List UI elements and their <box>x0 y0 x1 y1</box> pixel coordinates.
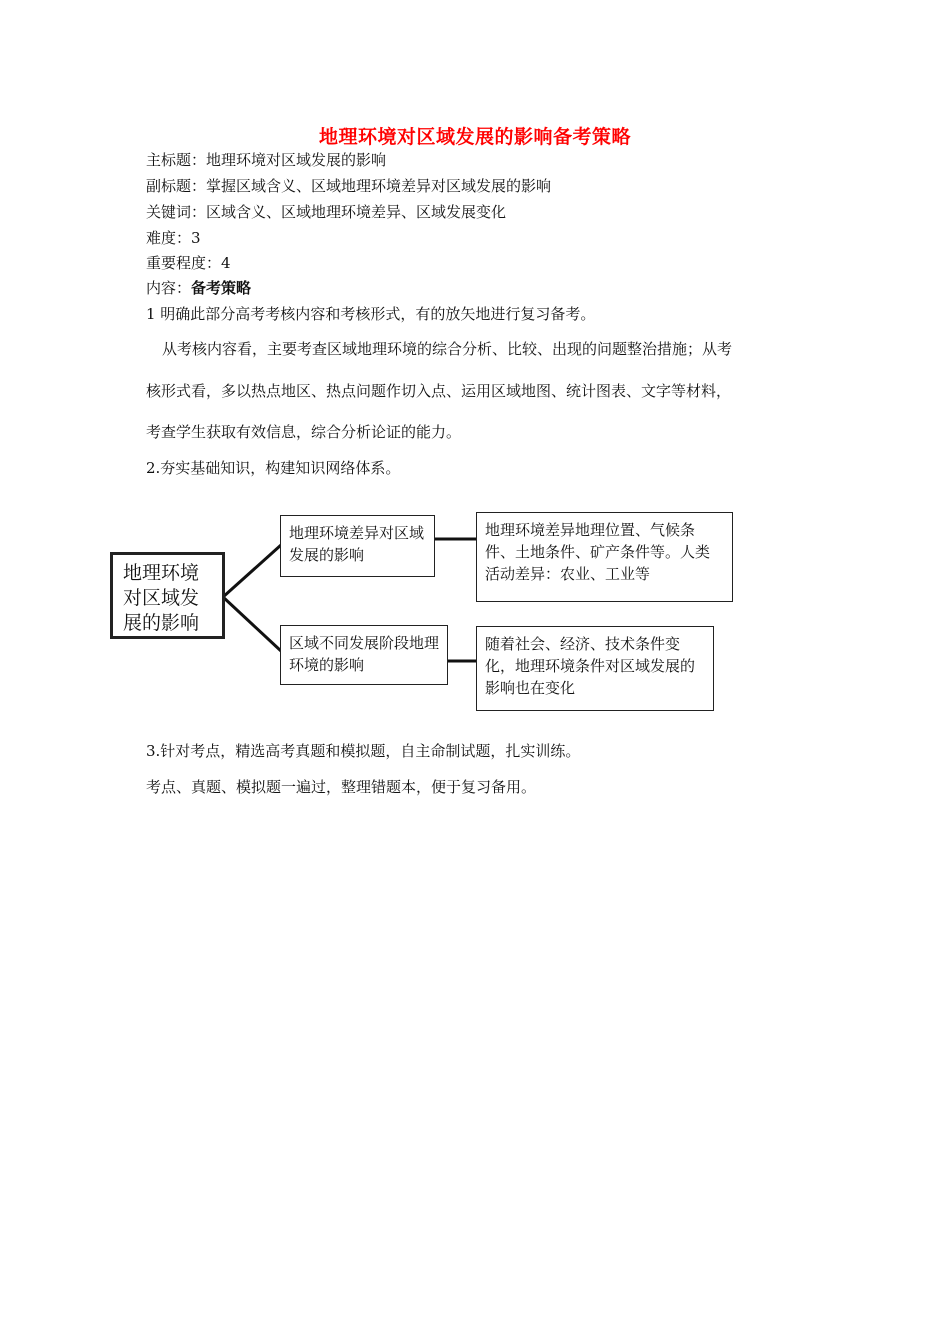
meta-content-label: 内容： <box>146 279 192 297</box>
connector-root-branch1 <box>223 545 281 597</box>
document-title: 地理环境对区域发展的影响备考策略 <box>318 126 631 148</box>
diagram-branch2-node: 区域不同发展阶段地理环境的影响 <box>280 625 448 685</box>
connector-root-branch2 <box>223 597 281 651</box>
diagram-branch1-node: 地理环境差异对区域发展的影响 <box>280 515 435 577</box>
section1-line1: 从考核内容看，主要考查区域地理环境的综合分析、比较、出现的问题整治措施；从考 <box>162 340 733 358</box>
section2-heading: 2.夯实基础知识，构建知识网络体系。 <box>146 459 401 477</box>
section1-line3: 考查学生获取有效信息，综合分析论证的能力。 <box>146 423 462 441</box>
section1-heading: 1 明确此部分高考考核内容和考核形式，有的放矢地进行复习备考。 <box>146 305 596 323</box>
meta-content-value: 备考策略 <box>191 279 252 297</box>
section3-line1: 考点、真题、模拟题一遍过，整理错题本，便于复习备用。 <box>146 778 537 796</box>
meta-subtitle: 副标题：掌握区域含义、区域地理环境差异对区域发展的影响 <box>146 177 552 195</box>
meta-importance: 重要程度：4 <box>146 254 231 272</box>
meta-difficulty: 难度：3 <box>146 229 201 247</box>
meta-keywords: 关键词：区域含义、区域地理环境差异、区域发展变化 <box>146 203 507 221</box>
diagram-root-node: 地理环境对区域发展的影响 <box>110 552 225 639</box>
diagram-branch1-detail: 地理环境差异地理位置、气候条件、土地条件、矿产条件等。人类活动差异：农业、工业等 <box>476 512 733 602</box>
section3-heading: 3.针对考点，精选高考真题和模拟题，自主命制试题，扎实训练。 <box>146 742 581 760</box>
diagram-branch2-detail: 随着社会、经济、技术条件变化，地理环境条件对区域发展的影响也在变化 <box>476 626 714 711</box>
meta-main-title: 主标题：地理环境对区域发展的影响 <box>146 151 387 169</box>
section1-line2: 核形式看，多以热点地区、热点问题作切入点、运用区域地图、统计图表、文字等材料， <box>146 382 732 400</box>
